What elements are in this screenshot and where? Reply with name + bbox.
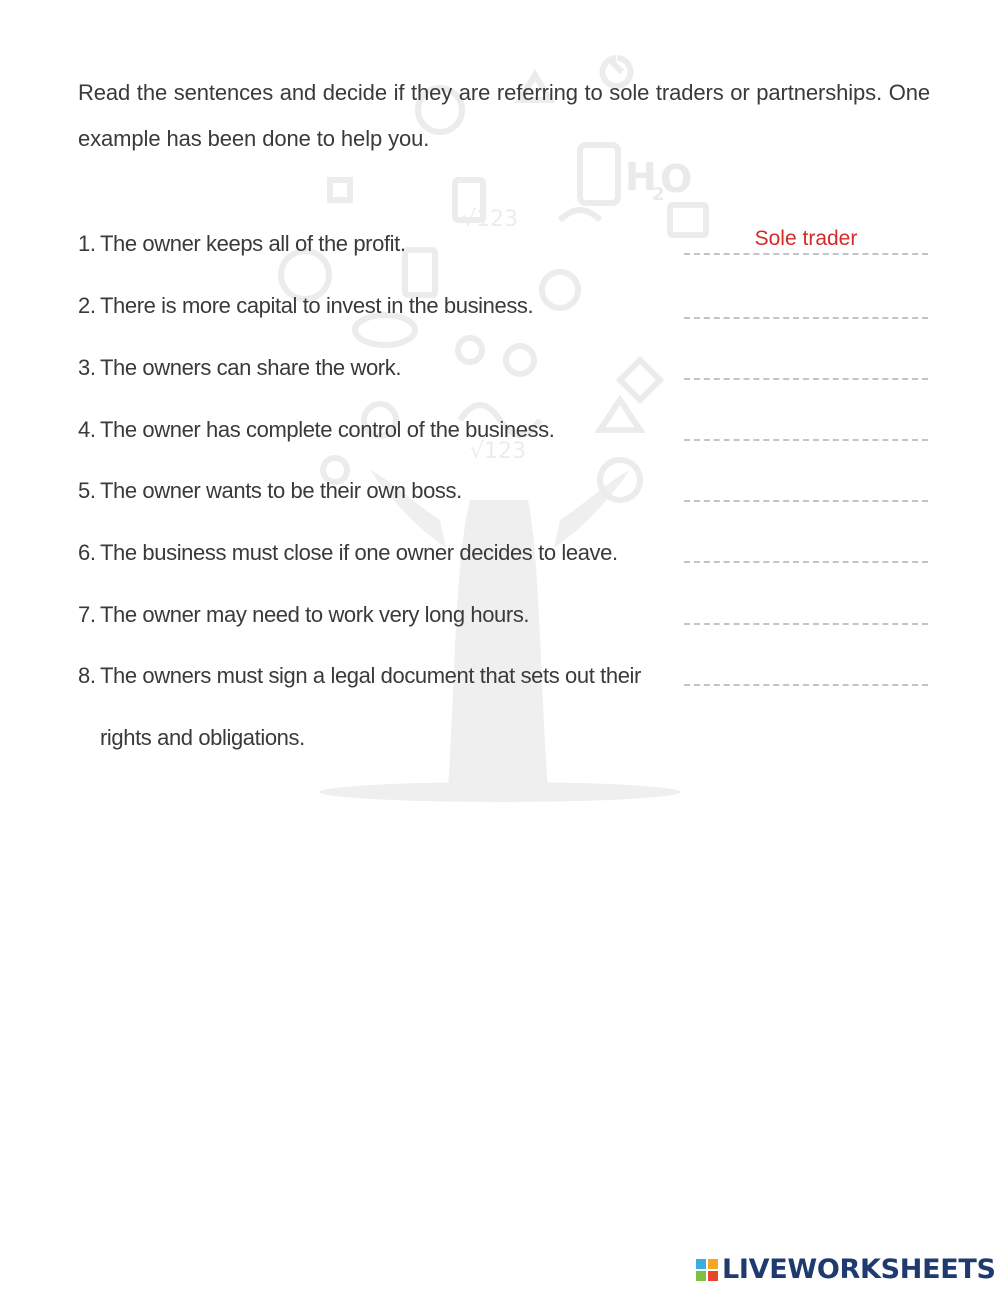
question-number: 7. [78, 602, 96, 627]
answer-field-2[interactable] [684, 289, 928, 319]
question-3 [78, 353, 401, 383]
answer-field-8[interactable] [684, 656, 928, 686]
question-text: The owner may need to work very long hours. [100, 602, 530, 627]
answer-field-3[interactable] [684, 350, 928, 380]
answer-field-4[interactable] [684, 411, 928, 441]
question-number: 4. [78, 417, 96, 442]
question-5 [78, 476, 462, 506]
instructions-text: Read the sentences and decide if they are referring to sole traders or partnerships. One example has been done to help you. [78, 80, 930, 151]
question-number: 2. [78, 293, 96, 318]
answer-field-6[interactable] [684, 533, 928, 563]
question-text: There is more capital to invest in the business. [100, 293, 534, 318]
question-7 [78, 600, 529, 630]
question-text-continued: rights and obligations. [100, 725, 305, 750]
question-8 [78, 645, 698, 769]
question-text: The business must close if one owner decides to leave. [100, 540, 618, 565]
question-number: 3. [78, 355, 96, 380]
question-number: 6. [78, 540, 96, 565]
logo-wordmark: LIVEWORKSHEETS [722, 1254, 996, 1285]
svg-text:2: 2 [652, 184, 665, 205]
question-number: 1. [78, 231, 96, 256]
svg-text:√123: √123 [470, 439, 527, 464]
svg-text:√123: √123 [462, 207, 519, 232]
question-4 [78, 415, 554, 445]
question-text: The owners can share the work. [100, 355, 402, 380]
question-number: 8. [78, 663, 96, 688]
question-6 [78, 538, 618, 568]
answer-field-7[interactable] [684, 595, 928, 625]
question-2 [78, 291, 533, 321]
svg-text:H: H [625, 155, 657, 199]
answer-field-5[interactable] [684, 472, 928, 502]
question-text: The owner wants to be their own boss. [100, 478, 462, 503]
logo-blocks-icon [696, 1259, 718, 1281]
liveworksheets-logo[interactable] [696, 1254, 996, 1285]
question-1 [78, 229, 406, 259]
answer-field-1[interactable] [684, 225, 928, 255]
question-text: The owner keeps all of the profit. [100, 231, 406, 256]
question-number: 5. [78, 478, 96, 503]
svg-text:O: O [660, 157, 693, 201]
question-text: The owners must sign a legal document that sets out their [100, 663, 641, 688]
question-text: The owner has complete control of the business. [100, 417, 555, 442]
